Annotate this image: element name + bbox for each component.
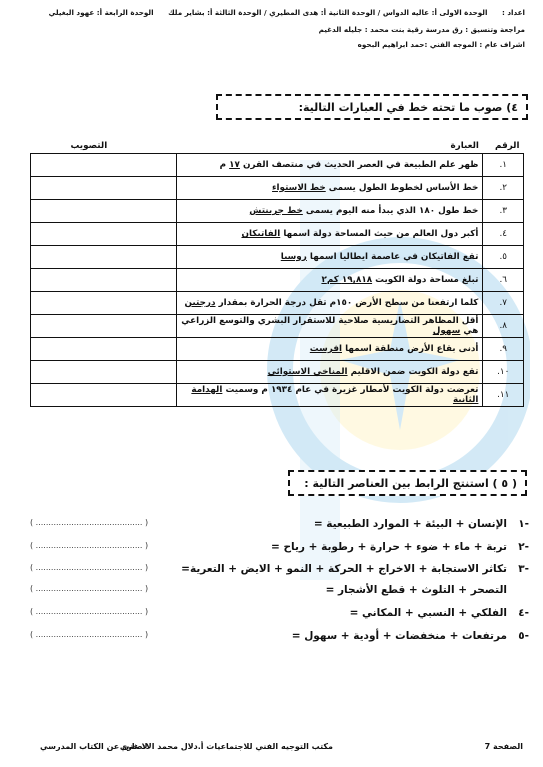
relation-number: -٣	[518, 563, 529, 575]
row-number: ٨.	[483, 315, 524, 338]
page-number: الصفحة 7	[484, 742, 523, 751]
underlined-term: الفاتيكان	[241, 229, 281, 239]
underlined-term: الهدامة الثانية	[191, 385, 479, 405]
row-statement	[176, 384, 483, 407]
row-statement	[176, 338, 483, 361]
statement-text: أقل المظاهر التضاريسية صلاحية للاستقرار البشري والتوسع الزراعي هي	[181, 316, 479, 336]
prepared-by-label: اعداد :	[501, 8, 525, 17]
row-number: ٩.	[483, 338, 524, 361]
row-correction[interactable]	[31, 154, 177, 177]
table-row	[31, 338, 524, 361]
answer-blank[interactable]: ( .......................................... )	[30, 630, 149, 639]
underlined-term: درجتين	[184, 298, 216, 308]
relation-text: مرتفعات + منخفضات + أودية + سهول =	[291, 630, 507, 642]
row-correction[interactable]	[31, 269, 177, 292]
underlined-term: ١٩,٨١٨ كم٢	[321, 275, 373, 285]
table-row	[31, 269, 524, 292]
underlined-term: خط الاستواء	[272, 183, 326, 193]
statement-text: تقع دولة الكويت ضمن الاقليم	[347, 367, 479, 377]
row-statement	[176, 361, 483, 384]
statement-text: خط الأساس لخطوط الطول يسمى	[325, 183, 479, 193]
row-statement	[176, 223, 483, 246]
footer-slogan: لا غنى عن الكتاب المدرسي	[40, 742, 148, 751]
table-row	[31, 154, 524, 177]
answer-blank[interactable]: ( .......................................... )	[30, 518, 149, 527]
table-row	[31, 361, 524, 384]
table-row	[31, 292, 524, 315]
table-row	[31, 246, 524, 269]
unit1-author: الوحدة الاولى أ: عاليه الدواس	[382, 8, 488, 17]
table-row	[31, 177, 524, 200]
row-number: ١.	[483, 154, 524, 177]
answer-blank[interactable]: ( .......................................... )	[30, 607, 149, 616]
row-statement	[176, 177, 483, 200]
row-number: ٦.	[483, 269, 524, 292]
row-statement	[176, 315, 483, 338]
relation-number: -٢	[518, 541, 529, 553]
col-num-header: الرقم	[483, 139, 524, 154]
underlined-term: روسيا	[280, 252, 307, 262]
relation-text: الفلكي + النسبي + المكاني =	[349, 607, 507, 619]
relation-text: الإنسان + البيئة + الموارد الطبيعية =	[313, 518, 507, 530]
underlined-term: خط جرينتش	[249, 206, 303, 216]
underlined-term: المناخي الاستوائي	[267, 367, 348, 377]
statement-suffix: م	[219, 160, 230, 170]
table-row	[31, 200, 524, 223]
relation-item	[30, 584, 529, 596]
col-statement-header: العبارة	[176, 139, 483, 154]
section4-title: ٤) صوب ما تحته خط في العبارات التالية:	[216, 94, 528, 120]
relation-text: التصحر + التلوث + قطع الأشجار =	[325, 584, 507, 596]
relation-item	[30, 630, 529, 642]
statement-text: تعرضت دولة الكويت لأمطار غزيرة في عام ١٩٣٤ م وسميت	[222, 385, 479, 395]
correction-table	[30, 139, 524, 407]
row-correction[interactable]	[31, 315, 177, 338]
footer-office: مكتب التوجيه الفني للاجتماعيات أ.دلال محمد الانصاري	[119, 742, 333, 751]
header-authors: اعداد : الوحدة الاولى أ: عاليه الدواس / الوحدة الثانية أ: هدى المطيري / الوحدة الثالثة أ: بشاير ملك الوحدة الرابعة أ: عهود البغيلي	[48, 8, 525, 17]
row-statement	[176, 292, 483, 315]
relation-number: -١	[518, 518, 529, 530]
row-correction[interactable]	[31, 338, 177, 361]
unit3-author: الوحدة الثالثة أ: بشاير ملك	[168, 8, 262, 17]
unit4-author: الوحدة الرابعة أ: عهود البغيلي	[48, 8, 154, 17]
statement-text: خط طول ١٨٠ الذي يبدأ منه اليوم يسمى	[302, 206, 479, 216]
row-statement	[176, 246, 483, 269]
row-number: ٢.	[483, 177, 524, 200]
row-number: ٣.	[483, 200, 524, 223]
row-number: ١١.	[483, 384, 524, 407]
relation-item	[30, 607, 529, 619]
statement-text: أدنى بقاع الأرض منطقة اسمها	[342, 344, 479, 354]
row-correction[interactable]	[31, 246, 177, 269]
relation-item	[30, 541, 529, 553]
table-header-row	[31, 139, 524, 154]
answer-blank[interactable]: ( .......................................... )	[30, 563, 149, 572]
relation-number: -٥	[518, 630, 529, 642]
underlined-term: سهول	[432, 326, 461, 336]
relation-text: تربة + ماء + ضوء + حرارة + رطوبة + رياح =	[271, 541, 507, 553]
statement-text: ظهر علم الطبيعة في العصر الحديث في منتصف القرن	[239, 160, 479, 170]
table-row	[31, 223, 524, 246]
statement-text: كلما ارتفعنا من سطح الأرض ١٥٠م تقل درجة الحرارة بمقدار	[215, 298, 479, 308]
relation-text: تكاثر الاستجابة + الاخراج + الحركة + النمو + الايض + التعرية=	[181, 563, 507, 575]
row-statement	[176, 269, 483, 292]
relation-number: -٤	[518, 607, 529, 619]
table-row	[31, 315, 524, 338]
statement-text: أكبر دول العالم من حيث المساحة دولة اسمها	[280, 229, 479, 239]
row-number: ١٠.	[483, 361, 524, 384]
row-correction[interactable]	[31, 292, 177, 315]
row-correction[interactable]	[31, 200, 177, 223]
row-statement	[176, 200, 483, 223]
row-correction[interactable]	[31, 223, 177, 246]
table-row	[31, 384, 524, 407]
row-correction[interactable]	[31, 361, 177, 384]
row-correction[interactable]	[31, 177, 177, 200]
section5-title: ( ٥ ) استنتج الرابط بين العناصر التالية :	[288, 470, 527, 496]
unit2-author: الوحدة الثانية أ: هدى المطيري	[269, 8, 376, 17]
underlined-term: افرست	[309, 344, 342, 354]
header-supervision: اشراف عام : الموجه الفني :حمد ابراهيم البحوه	[357, 40, 525, 49]
answer-blank[interactable]: ( .......................................... )	[30, 541, 149, 550]
statement-text: تبلغ مساحة دولة الكويت	[372, 275, 479, 285]
row-number: ٥.	[483, 246, 524, 269]
row-number: ٤.	[483, 223, 524, 246]
relation-item	[30, 563, 529, 575]
statement-text: تقع الفاتيكان في عاصمة ايطاليا اسمها	[306, 252, 479, 262]
relation-item	[30, 518, 529, 530]
answer-blank[interactable]: ( .......................................... )	[30, 584, 149, 593]
row-number: ٧.	[483, 292, 524, 315]
underlined-term: ١٧	[229, 160, 240, 170]
row-statement	[176, 154, 483, 177]
row-correction[interactable]	[31, 384, 177, 407]
header-review: مراجعة وتنسيق : رق مدرسة رقية بنت محمد : جليله الدغيم	[318, 25, 525, 34]
col-correction-header: التصويب	[31, 139, 177, 154]
